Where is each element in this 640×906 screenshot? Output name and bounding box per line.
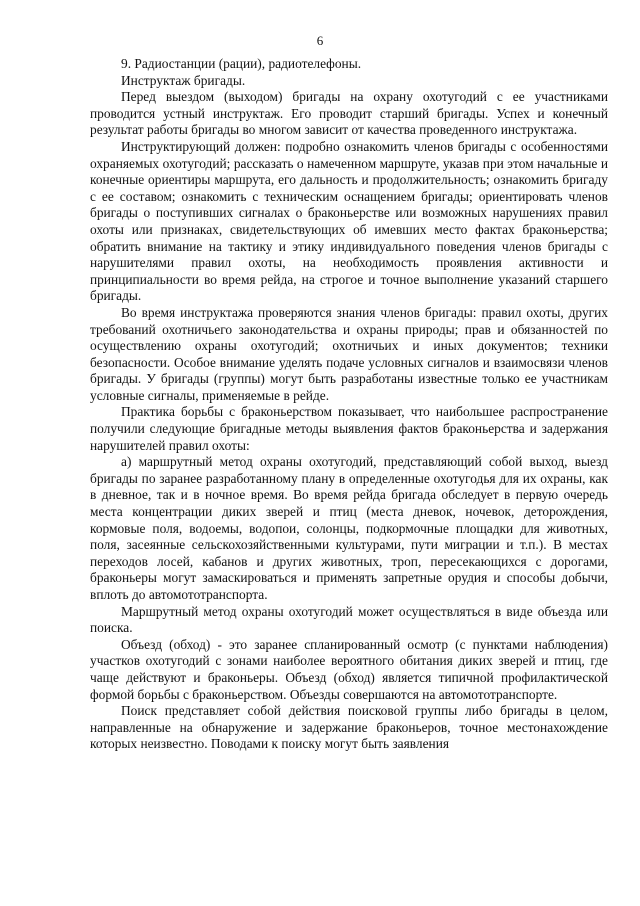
paragraph: Поиск представляет собой действия поисковой группы либо бригады в целом, направленные на обнаружение и задержание браконьеров, точное местонахождение которых неизвестно. Поводами к поиску могут быть заявления (90, 703, 608, 752)
paragraph: Инструктирующий должен: подробно ознакомить членов бригады с особенностями охраняемых охотугодий; рассказать о намеченном маршруте, указав при этом начальные и конечные ориентиры маршрута, его дальность и продолжительность; ознакомить бригаду с ее составом; ознакомить с техническим оснащением бригады; ориентировать членов бригады о поступивших сигналах о браконьерстве или возможных нарушениях правил охоты или признаках, свидетельствующих об имевших место фактах браконьерства; обратить внимание на тактику и этику индивидуального поведения членов бригады с нарушителями правил охоты, на необходимость проявления активности и принципиальности во время рейда, на строгое и точное выполнение указаний старшего бригады. (90, 138, 608, 304)
paragraph: Во время инструктажа проверяются знания членов бригады: правил охоты, других требований охотничьего законодательства и охраны природы; прав и обязанностей по осуществлению охраны охотугодий; охотничьих и иных документов; техники безопасности. Особое внимание уделять подаче условных сигналов и взаимосвязи членов бригады. У бригады (группы) могут быть разработаны известные только ее участникам условные сигналы, применяемые в рейде. (90, 304, 608, 403)
document-body (90, 56, 608, 753)
list-item-route-method: а) маршрутный метод охраны охотугодий, представляющий собой выход, выезд бригады по заранее разработанному плану в определенные охотугодья для их охраны, как в дневное, так и в ночное время. Во время рейда бригада обследует в первую очередь места концентрации диких зверей и птиц (места дневок, ночевок, деторождения, кормовые поля, водоемы, водопои, солонцы, подкормочные площадки для животных, поля, засеянные сельскохозяйственными культурами, пути миграции и т.п.). В местах переходов лосей, кабанов и других животных, троп, пересекающихся с дорогами, браконьеры могут замаскироваться и применять запретные орудия и способы добычи, вплоть до автомототранспорта. (90, 454, 608, 602)
paragraph: Объезд (обход) - это заранее спланированный осмотр (с пунктами наблюдения) участков охотугодий с зонами наиболее вероятного обитания диких зверей и птиц, где чаще действуют и браконьеры. Объезд (обход) является типичной профилактической формой борьбы с браконьерством. Объезды совершаются на автомототранспорте. (90, 636, 608, 702)
section-heading-briefing: Инструктаж бригады. (121, 72, 246, 88)
paragraph: Практика борьбы с браконьерством показывает, что наибольшее распространение получили следующие бригадные методы выявления фактов браконьерства и задержания нарушителей правил охоты: (90, 404, 608, 453)
list-item-radio: 9. Радиостанции (рации), радиотелефоны. (121, 56, 362, 71)
paragraph: Перед выездом (выходом) бригады на охрану охотугодий с ее участниками проводится устный инструктаж. Его проводит старший бригады. Успех и конечный результат работы бригады во многом зависит от качества проведенного инструктажа. (90, 89, 608, 138)
page-number: 6 (316, 33, 324, 48)
paragraph: Маршрутный метод охраны охотугодий может осуществляться в виде объезда или поиска. (90, 603, 608, 636)
